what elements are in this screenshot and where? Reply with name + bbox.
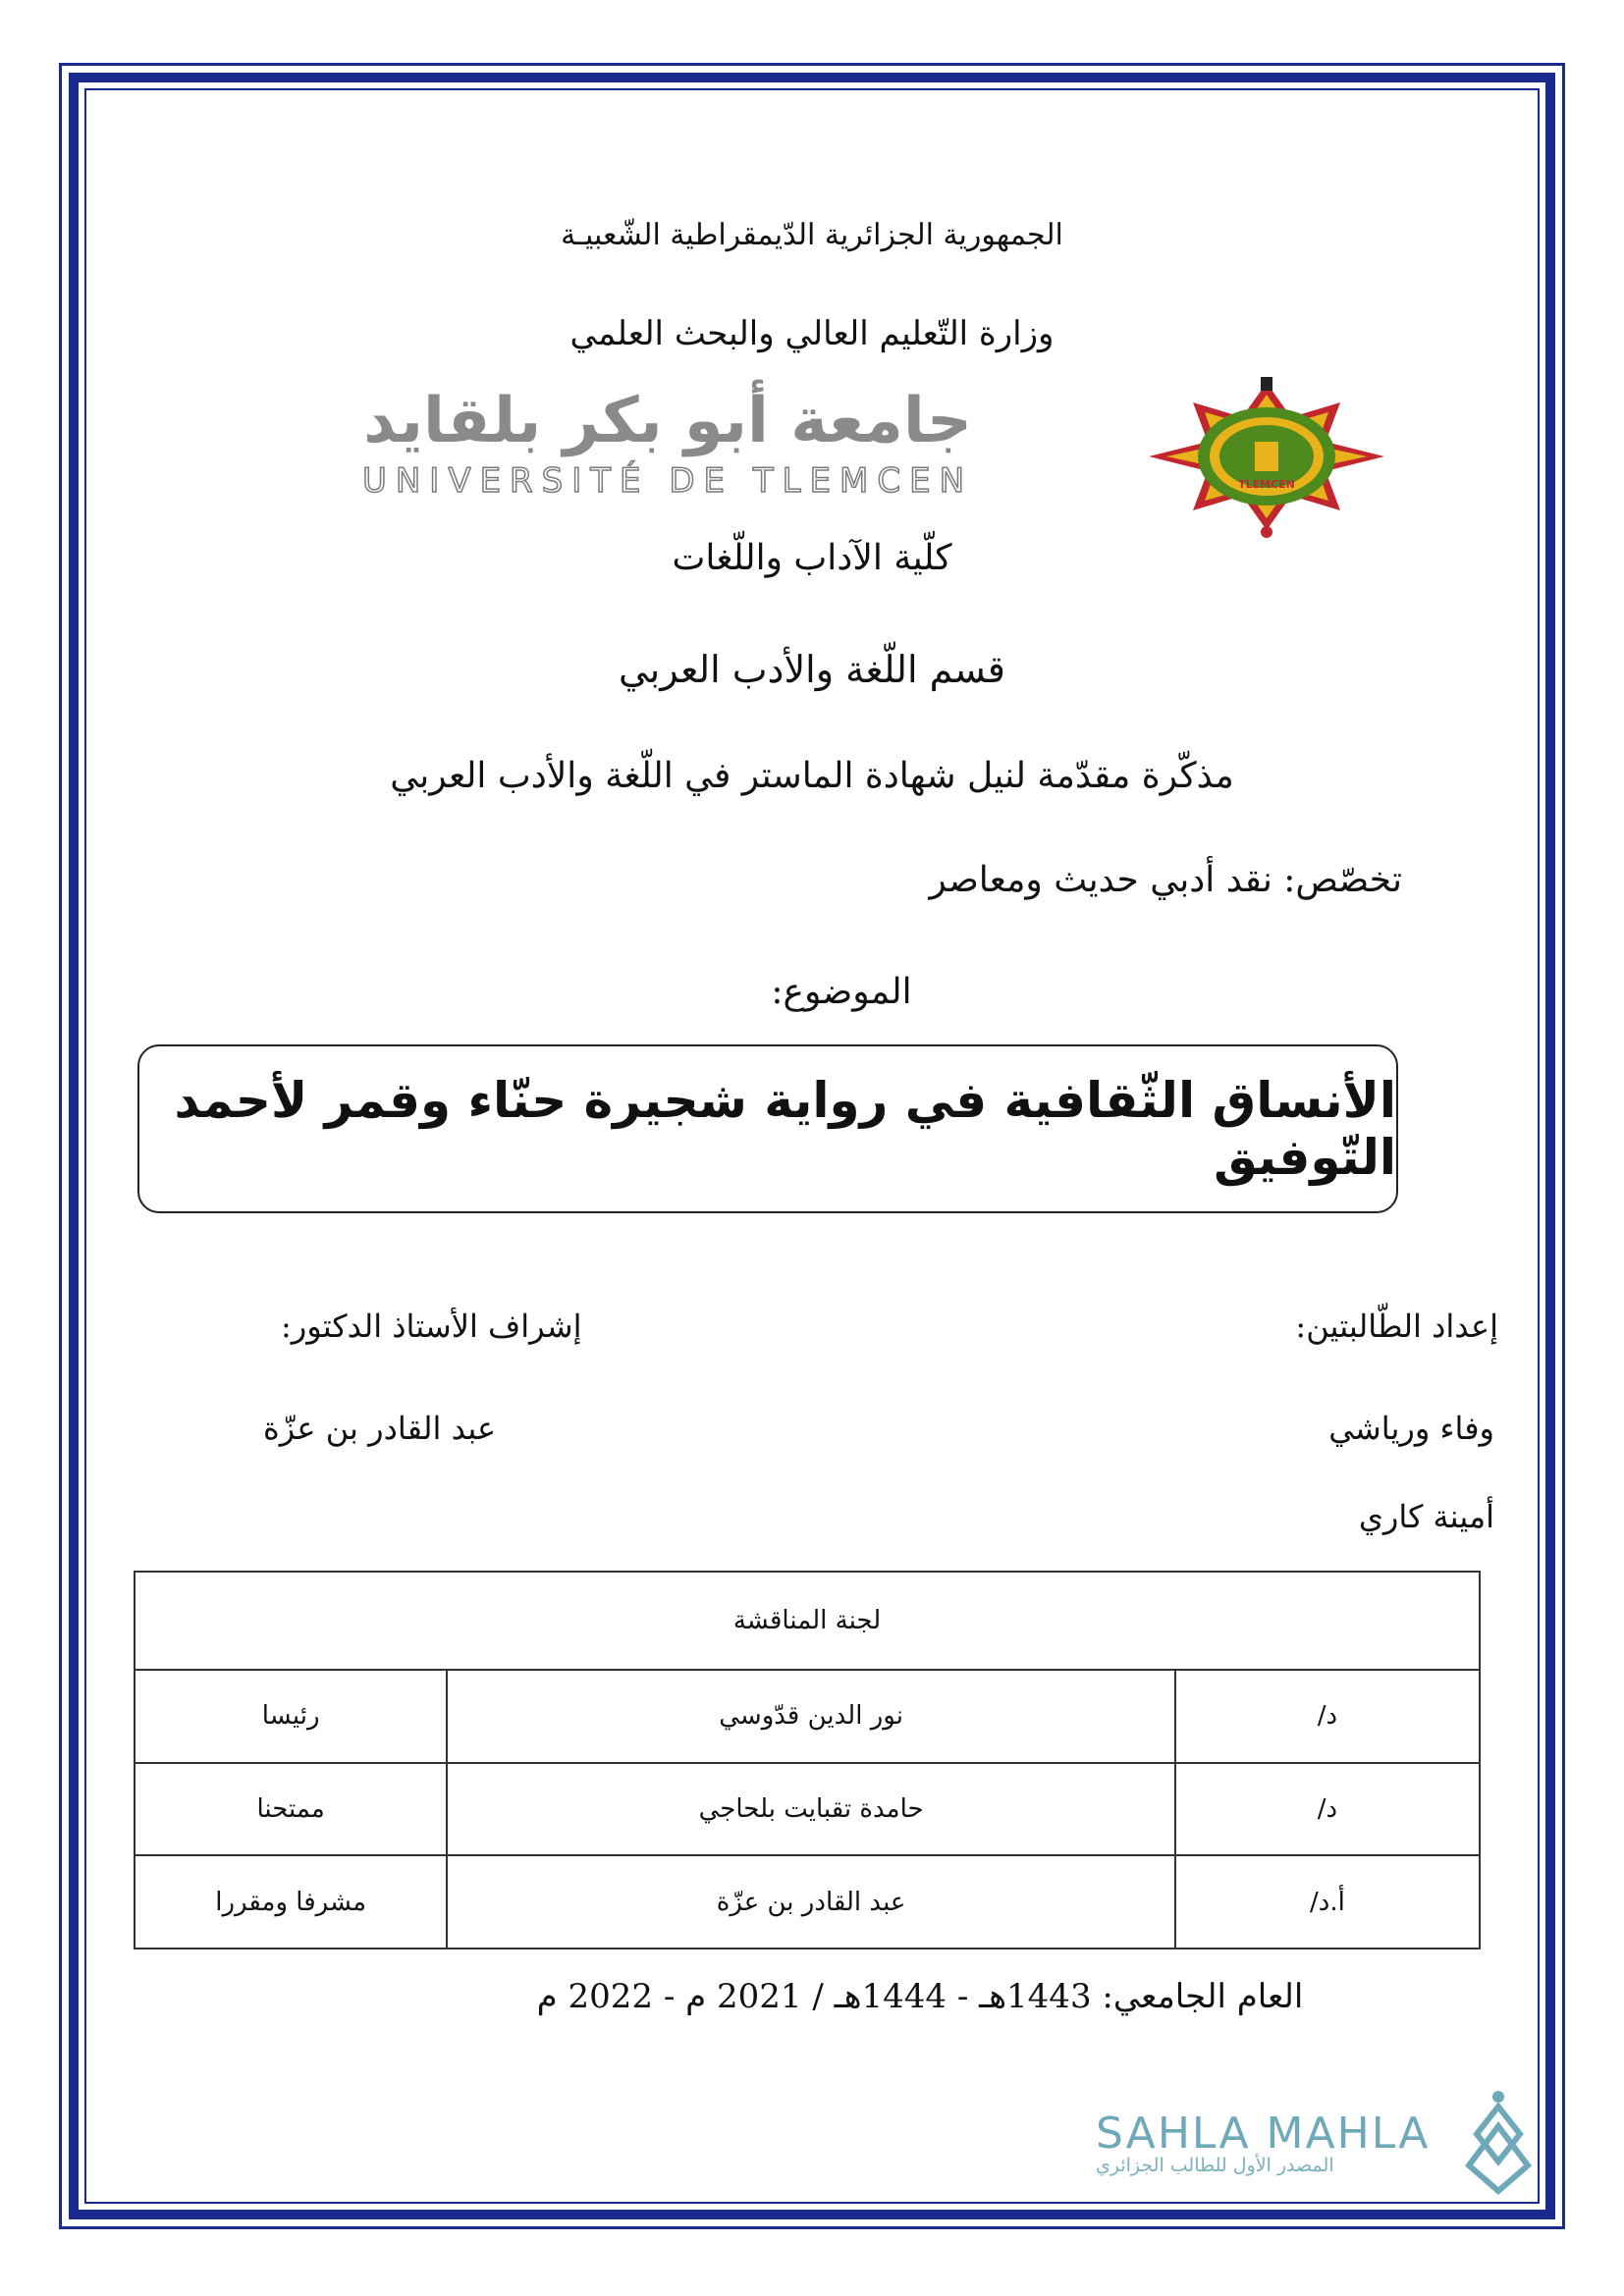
supervisor-label: إشراف الأستاذ الدكتور: — [281, 1308, 582, 1345]
jury-member-name: حامدة تقبايت بلحاجي — [447, 1763, 1175, 1856]
jury-member-name: عبد القادر بن عزّة — [447, 1855, 1175, 1949]
republic-title: الجمهورية الجزائرية الدّيمقراطية الشّعبيـة — [561, 218, 1063, 252]
students-label: إعداد الطّالبتين: — [1295, 1308, 1498, 1345]
jury-member-name: نور الدين قدّوسي — [447, 1670, 1175, 1763]
jury-member-title: أ.د/ — [1175, 1855, 1480, 1949]
thesis-title-box — [137, 1044, 1398, 1213]
student-name: أمينة كاري — [1358, 1498, 1494, 1535]
student-name: وفاء ورياشي — [1328, 1410, 1494, 1447]
university-name-block — [216, 385, 1119, 512]
jury-member-title: د/ — [1175, 1670, 1480, 1763]
ministry-title: وزارة التّعليم العالي والبحث العلمي — [569, 314, 1055, 353]
academic-year: العام الجامعي: 1443هـ - 1444هـ / 2021 م - 2022 م — [536, 1977, 1304, 2016]
university-name-arabic: جامعة أبو بكر بلقايد — [363, 385, 972, 457]
logo-text: TLEMCEN — [1238, 478, 1295, 491]
thesis-title: الأنساق الثّقافية في رواية شجيرة حنّاء وقمر لأحمد التّوفيق — [174, 1072, 1396, 1186]
jury-member-title: د/ — [1175, 1763, 1480, 1856]
jury-member-role: ممتحنا — [135, 1763, 447, 1856]
jury-member-role: رئيسا — [135, 1670, 447, 1763]
jury-header-row — [135, 1572, 1480, 1670]
department-title: قسم اللّغة والأدب العربي — [619, 648, 1005, 691]
supervisor-name: عبد القادر بن عزّة — [263, 1410, 497, 1447]
sahla-mahla-watermark — [1096, 2109, 1469, 2176]
table-row — [135, 1763, 1480, 1856]
sahla-mahla-logo-icon — [1459, 2087, 1538, 2195]
jury-table — [134, 1571, 1481, 1949]
table-row — [135, 1855, 1480, 1949]
table-row — [135, 1670, 1480, 1763]
brand-tagline: المصدر الأول للطالب الجزائري — [1096, 2155, 1334, 2176]
jury-header: لجنة المناقشة — [135, 1572, 1480, 1670]
university-name-french: UNIVERSITÉ DE TLEMCEN — [361, 461, 974, 501]
brand-name: SAHLA MAHLA — [1096, 2109, 1431, 2159]
memo-description: مذكّرة مقدّمة لنيل شهادة الماستر في اللّغة والأدب العربي — [390, 756, 1234, 796]
jury-member-role: مشرفا ومقررا — [135, 1855, 447, 1949]
subject-label: الموضوع: — [771, 972, 912, 1012]
university-logo-icon — [1119, 373, 1414, 540]
faculty-title: كلّية الآداب واللّغات — [672, 538, 952, 578]
specialty-line: تخصّص: نقد أدبي حديث ومعاصر — [929, 860, 1402, 900]
